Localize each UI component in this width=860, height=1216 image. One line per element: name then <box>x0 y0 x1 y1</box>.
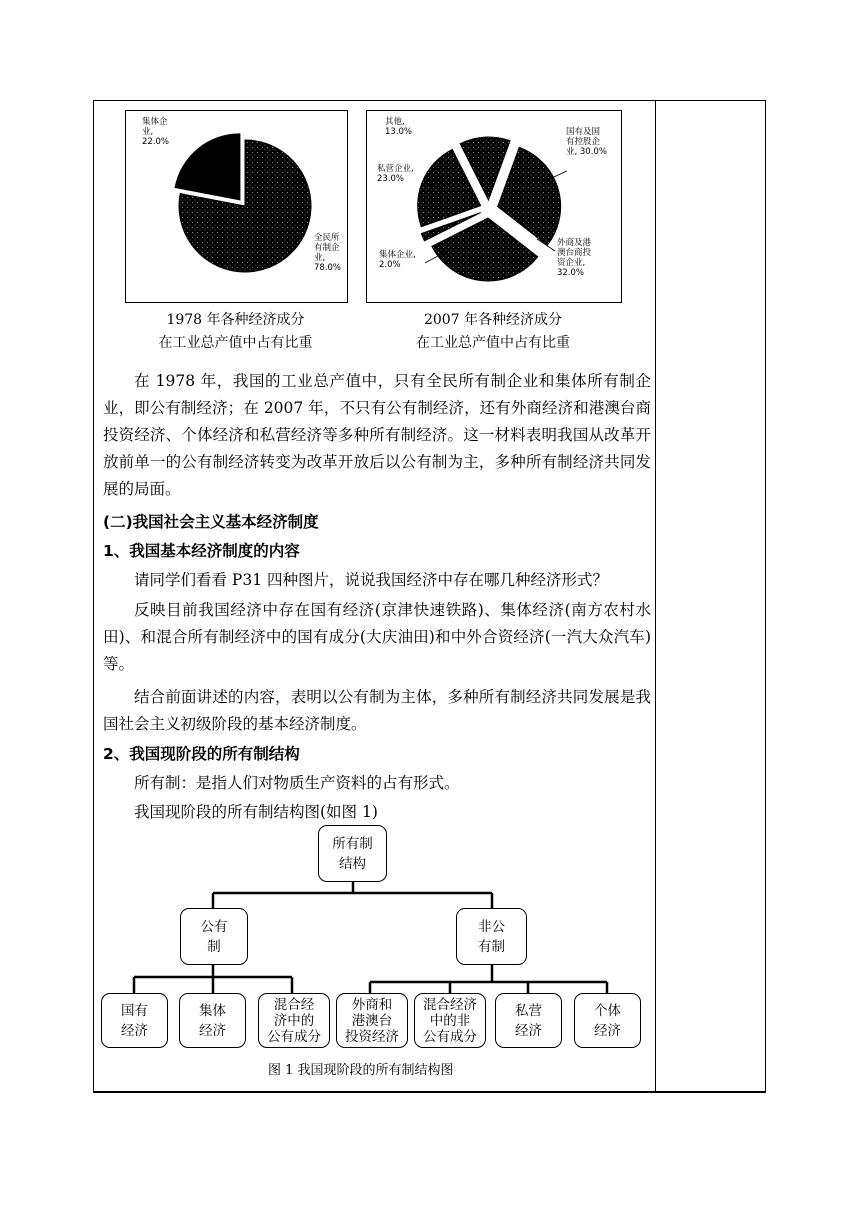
node-private-economy: 私营 经济 <box>495 993 562 1048</box>
node-collective-economy: 集体 经济 <box>179 993 246 1048</box>
subheading-content: 1、我国基本经济制度的内容 <box>103 542 300 560</box>
chart1-caption: 1978 年各种经济成分 在工业总产值中占有比重 <box>158 312 313 351</box>
paragraph-economy-forms: 反映目前我国经济中存在国有经济(京津快速铁路)、集体经济(南方农村水田)、和混合所有制经济中的国有成分(大庆油田)和中外合资经济(一汽大众汽车)等。 <box>103 601 651 673</box>
paragraph-1978-2007: 在 1978 年，我国的工业总产值中，只有全民所有制企业和集体所有制企业，即公有制经济；在 2007 年，不只有公有制经济，还有外商经济和港澳台商投资经济、个体经济和私营经济等多种所有制经济。这一材料表明我国从改革开放前单一的公有制经济转变为改革开放后以公有制为主，多种所有制经济共同发展的局面。 <box>103 372 651 498</box>
paragraph-question: 请同学们看看 P31 四种图片，说说我国经济中存在哪几种经济形式？ <box>134 571 609 589</box>
node-individual-economy: 个体 经济 <box>574 993 641 1048</box>
paragraph-diagram-intro: 我国现阶段的所有制结构图(如图 1) <box>134 803 378 821</box>
subheading-structure: 2、我国现阶段的所有制结构 <box>103 745 300 763</box>
paragraph-conclusion: 结合前面讲述的内容，表明以公有制为主体，多种所有制经济共同发展是我国社会主义初级阶段的基本经济制度。 <box>103 688 651 733</box>
pie2-label-private: 私营企业, 23.0% <box>377 164 414 184</box>
node-public-ownership: 公有 制 <box>180 908 248 965</box>
diagram-caption: 图 1 我国现阶段的所有制结构图 <box>268 1063 454 1078</box>
node-foreign-investment: 外商和 港澳台 投资经济 <box>336 993 408 1048</box>
pie1-label-collective: 集体企 业, 22.0% <box>142 117 170 147</box>
node-mixed-public: 混合经 济中的 公有成分 <box>258 993 330 1048</box>
pie2-label-other: 其他, 13.0% <box>385 117 413 137</box>
pie2-label-collective: 集体企业, 2.0% <box>379 250 416 270</box>
pie2-label-state-owned: 国有及国 有控股企 业, 30.0% <box>566 127 607 157</box>
node-mixed-nonpublic: 混合经济 中的非 公有成分 <box>414 993 486 1048</box>
pie1-label-state: 全民所 有制企 业, 78.0% <box>314 233 342 273</box>
node-state-economy: 国有 经济 <box>101 993 168 1048</box>
paragraph-definition: 所有制：是指人们对物质生产资料的占有形式。 <box>134 774 460 792</box>
chart2-caption: 2007 年各种经济成分 在工业总产值中占有比重 <box>416 312 570 351</box>
pie2-label-foreign: 外商及港 澳台商投 资企业, 32.0% <box>557 238 592 278</box>
node-ownership-structure: 所有制 结构 <box>318 825 387 882</box>
node-nonpublic-ownership: 非公 有制 <box>456 908 527 965</box>
section-heading-basic-system: (二)我国社会主义基本经济制度 <box>103 513 319 531</box>
